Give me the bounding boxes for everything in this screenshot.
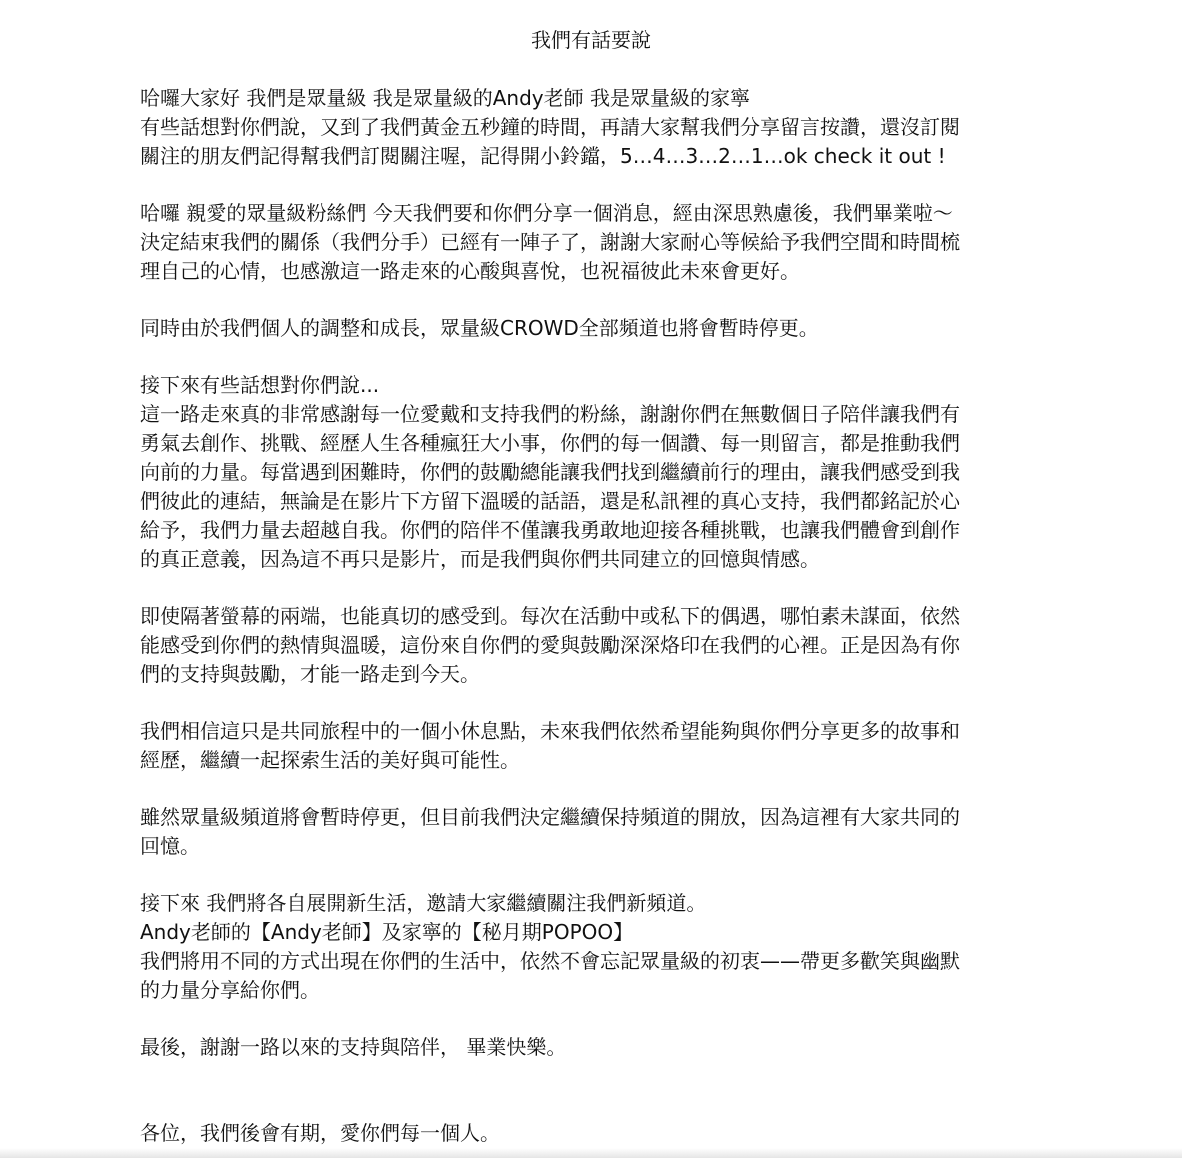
text-line: 各位，我們後會有期，愛你們每一個人。: [140, 1121, 500, 1145]
text-line: 決定結束我們的關係（我們分手）已經有一陣子了，謝謝大家耐心等候給予我們空間和時間梳: [140, 230, 960, 254]
text-line: 能感受到你們的熱情與溫暖，這份來自你們的愛與鼓勵深深烙印在我們的心裡。正是因為有你: [140, 633, 960, 657]
text-line: 的力量分享給你們。: [140, 978, 320, 1002]
paragraph-new-channels: [140, 889, 1050, 1005]
text-line: 關注的朋友們記得幫我們訂閱關注喔，記得開小鈴鐺，5…4…3…2…1…ok check it out !: [140, 144, 946, 168]
text-line: 我們相信這只是共同旅程中的一個小休息點，未來我們依然希望能夠與你們分享更多的故事和: [140, 719, 960, 743]
paragraph-farewell: [140, 1119, 1050, 1148]
page-bottom-edge: [0, 1148, 1182, 1158]
text-line: 我們將用不同的方式出現在你們的生活中，依然不會忘記眾量級的初衷——帶更多歡笑與幽默: [140, 949, 960, 973]
text-line: 接下來有些話想對你們說...: [140, 373, 380, 397]
paragraph-channel-pause: [140, 314, 1050, 343]
text-line: 雖然眾量級頻道將會暫時停更，但目前我們決定繼續保持頻道的開放，因為這裡有大家共同的: [140, 805, 960, 829]
text-line: 即使隔著螢幕的兩端，也能真切的感受到。每次在活動中或私下的偶遇，哪怕素未謀面，依然: [140, 604, 960, 628]
text-line: 哈囉大家好 我們是眾量級 我是眾量級的Andy老師 我是眾量級的家寧: [140, 86, 750, 110]
text-line: 有些話想對你們說，又到了我們黃金五秒鐘的時間，再請大家幫我們分享留言按讚，還沒訂閱: [140, 115, 960, 139]
text-line: 哈囉 親愛的眾量級粉絲們 今天我們要和你們分享一個消息，經由深思熟慮後，我們畢業啦～: [140, 201, 953, 225]
text-line: 理自己的心情，也感激這一路走來的心酸與喜悅，也祝福彼此未來會更好。: [140, 259, 800, 283]
text-line: 最後，謝謝一路以來的支持與陪伴， 畢業快樂。: [140, 1035, 567, 1059]
text-line: 們彼此的連結，無論是在影片下方留下溫暖的話語，還是私訊裡的真心支持，我們都銘記於心: [140, 489, 960, 513]
document-body: [140, 84, 1050, 1176]
text-line: 們的支持與鼓勵，才能一路走到今天。: [140, 662, 480, 686]
text-line: 接下來 我們將各自展開新生活，邀請大家繼續關注我們新頻道。: [140, 891, 707, 915]
paragraph-announcement: [140, 199, 1050, 286]
paragraph-warmth: [140, 602, 1050, 689]
paragraph-thanks: [140, 371, 1050, 574]
text-line: 同時由於我們個人的調整和成長，眾量級CROWD全部頻道也將會暫時停更。: [140, 316, 819, 340]
text-line: Andy老師的【Andy老師】及家寧的【秘月期POPOO】: [140, 920, 634, 944]
text-line: 回憶。: [140, 834, 200, 858]
text-line: 經歷，繼續一起探索生活的美好與可能性。: [140, 748, 520, 772]
document-title: 我們有話要說: [531, 28, 651, 52]
text-line: 這一路走來真的非常感謝每一位愛戴和支持我們的粉絲，謝謝你們在無數個日子陪伴讓我們有: [140, 402, 960, 426]
paragraph-channel-open: [140, 803, 1050, 861]
text-line: 勇氣去創作、挑戰、經歷人生各種瘋狂大小事，你們的每一個讚、每一則留言，都是推動我們: [140, 431, 960, 455]
paragraph-greeting: [140, 84, 1050, 171]
paragraph-final-thanks: [140, 1033, 1050, 1062]
text-line: 向前的力量。每當遇到困難時，你們的鼓勵總能讓我們找到繼續前行的理由，讓我們感受到我: [140, 460, 960, 484]
text-line: 的真正意義，因為這不再只是影片，而是我們與你們共同建立的回憶與情感。: [140, 547, 820, 571]
text-line: 給予，我們力量去超越自我。你們的陪伴不僅讓我勇敢地迎接各種挑戰，也讓我們體會到創作: [140, 518, 960, 542]
paragraph-future: [140, 717, 1050, 775]
